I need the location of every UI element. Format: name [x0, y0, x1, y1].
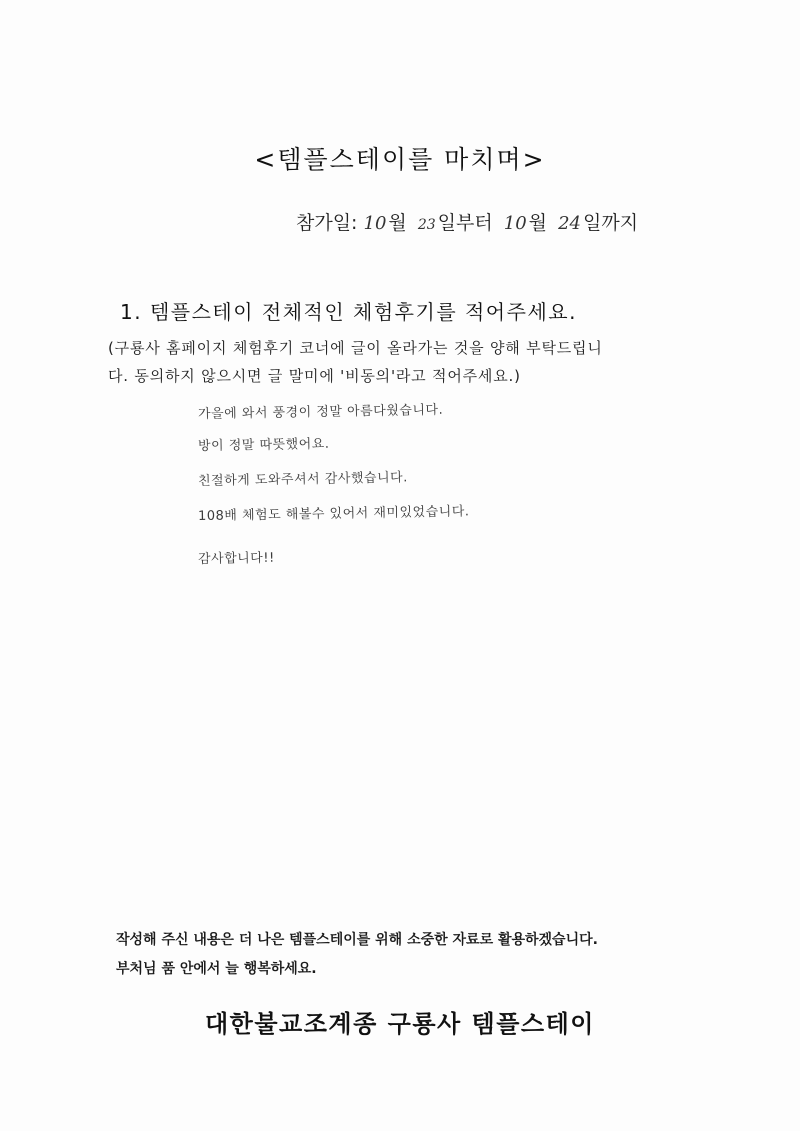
closing-note [116, 926, 598, 984]
month-unit-label: 월 [528, 212, 548, 234]
answer-line: 감사합니다!! [197, 550, 275, 567]
start-month-handwritten: 10 [363, 213, 387, 234]
participation-dates [296, 208, 643, 235]
closing-note-line: 작성해 주신 내용은 더 나은 템플스테이를 위해 소중한 자료로 활용하겠습니다. [116, 932, 598, 948]
start-suffix-label: 일부터 [437, 212, 493, 234]
question-note-line: 다. 동의하지 않으시면 글 말미에 '비동의'라고 적어주세요.) [108, 367, 521, 385]
end-day-handwritten: 24 [558, 213, 581, 234]
handwritten-answer [198, 403, 558, 568]
participation-label: 참가일: [296, 212, 358, 234]
answer-line: 108배 체험도 해볼수 있어서 재미있었습니다. [197, 504, 470, 524]
question-note-line: (구룡사 홈페이지 체험후기 코너에 글이 올라가는 것을 양해 부탁드립니 [108, 339, 603, 357]
question-heading: 1. 템플스테이 전체적인 체험후기를 적어주세요. [120, 300, 577, 324]
page-title: <템플스테이를 마치며> [254, 145, 546, 174]
start-day-handwritten: 23 [417, 217, 436, 233]
answer-line: 방이 정말 따뜻했어요. [197, 436, 330, 454]
organization-name: 대한불교조계종 구룡사 템플스테이 [205, 1010, 595, 1038]
question-note [108, 334, 693, 390]
end-month-handwritten: 10 [503, 213, 527, 234]
answer-line: 친절하게 도와주셔서 감사했습니다. [197, 470, 408, 489]
end-suffix-label: 일까지 [582, 212, 639, 234]
month-unit-label: 월 [388, 212, 407, 234]
answer-line: 가을에 와서 풍경이 정말 아름다웠습니다. [197, 402, 444, 422]
closing-note-line: 부처님 품 안에서 늘 행복하세요. [116, 961, 317, 977]
